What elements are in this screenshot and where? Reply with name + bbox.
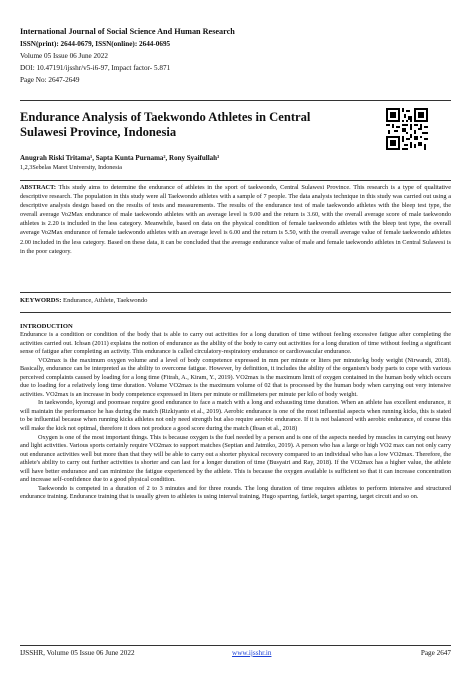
doi-line: DOI: 10.47191/ijsshr/v5-i6-97, Impact factor- 5.871 — [20, 64, 171, 72]
paragraph: In taekwondo, kyorugi and poomsae require good endurance to face a match with a long and exhausting time duration. When an athlete has excellent endurance, it will maintain the performance he has during the match (Rizkiyanto et al., 2019). Aerobic endurance is one of the most influential aspects when running kicks, this is stated to be influential because when running kicks athletes not only need strength but also require aerobic endurance. If it is not balanced with aerobic endurance, of course this will make the kick not optimal, therefore it does not produce a good score during the match (Ihsan et al., 2018) — [20, 399, 451, 433]
page-number: Page 2647 — [420, 649, 451, 657]
header-divider — [20, 100, 451, 101]
paragraph: Taekwondo is competed in a duration of 2 to 3 minutes and for three rounds. The long duration of time requires athletes to perform intensive and structured endurance training. Endurance training that is usually given to athletes is using interval training, Hugo sparring, fartlek, target sparring, target circuit and so on. — [20, 484, 451, 501]
author-names: Anugrah Riski Tritama¹, Sapta Kunta Purnama², Rony Syaifullah³ — [20, 154, 220, 162]
author-affiliation: 1,2,3Sebelas Maret University, Indonesia — [20, 164, 123, 171]
journal-header — [20, 26, 460, 86]
section-heading: INTRODUCTION — [20, 323, 73, 330]
qr-code-icon — [386, 108, 428, 150]
abstract-top-divider — [20, 180, 451, 181]
issn-line: ISSN(print): 2644-0679, ISSN(online): 2644-0695 — [20, 40, 171, 48]
paragraph: Oxygen is one of the most important things. This is because oxygen is the fuel needed by a person and is one of the aspects needed by muscles in carrying out heavy and light activities. Various sports certainly require VO2max to support matches (Septian and Jatmiko, 2019). A person who has a large or high VO2 max can not only carry out endurance activities well but more than that they will be able to carry out a shorter physical recovery compared to an individual who has a low VO2max. Therefore, the athlete's ability to carry out further activities is shorter and can last for a longer duration of time (Busyairi and Ray, 2018). If the VO2max has a higher value, the athlete will have better endurance and can minimize the fatigue experienced by the athlete. This is because the oxygen available is sufficient so that it can increase concentration and increase self-confidence due to a good physical condition. — [20, 433, 451, 484]
abstract-text: This study aims to determine the endurance of athletes in the sport of taekwondo, Central Sulawesi Province. This research is a type of qualitative descriptive research. The population in this study were all Taekwondo athletes with a sample of 7 people. The data analysis technique in this study was carried out using a descriptive analysis design based on the results of tests and measurements. The results of the endurance test of male taekwondo athletes with the bleep test type, the overall average Vo2Max endurance of male taekwondo athletes with an average level is 9.00 and the return is 3.60, with the overall average score of male taekwondo athletes is 2.20 is included in the less category. Meanwhile, based on data on the physical condition of female taekwondo athletes with the bleep test type, the overall average Vo2Max endurance of female taekwondo athletes with an average level is 6.00 and the return is 5.50, with the overall average value of female taekwondo athletes 2.00 included in the less category. Based on these data, it can be concluded that the average endurance value of male and female taekwondo athletes in Central Sulawesi is in the poor category. — [20, 184, 451, 255]
volume-line: Volume 05 Issue 06 June 2022 — [20, 52, 108, 60]
keywords-text: Endurance, Athlete, Taekwondo — [61, 297, 148, 304]
footer-divider — [20, 645, 451, 646]
page-range-line: Page No: 2647-2649 — [20, 76, 80, 84]
abstract — [20, 183, 451, 256]
paragraph: Endurance is a condition or condition of the body that is able to carry out activities for a long duration of time without feeling excessive fatigue after completing the activities carried out. Ichsan (2011) explains the notion of endurance as the ability of the body to carry out activities for a long duration of time without feeling a significant sense of fatigue after completing an activity. This endurance is called circulatory-respiratory endurance or cardiovascular endurance. — [20, 331, 451, 356]
introduction-section — [20, 322, 451, 502]
abstract-label: ABSTRACT: — [20, 184, 56, 191]
footer-citation: IJSSHR, Volume 05 Issue 06 June 2022 — [20, 649, 135, 657]
author-block — [20, 154, 440, 172]
paper-title: Endurance Analysis of Taekwondo Athletes in Central Sulawesi Province, Indonesia — [20, 110, 311, 139]
journal-name: International Journal of Social Science And Human Research — [20, 27, 235, 36]
abstract-bottom-divider — [20, 292, 451, 293]
keywords — [20, 296, 451, 305]
keywords-divider — [20, 312, 451, 313]
keywords-label: KEYWORDS: — [20, 297, 62, 304]
paragraph: VO2max is the maximum oxygen volume and a level of body competence expressed in mm per minute or liters per minute/kg body weight (Nirwandi, 2018). Basically, endurance can be interpreted as the ability to overcome fatigue. However, by definition, it includes the ability of the organism's body parts to cope with various perceived complaints caused by loading for a long time (Fitrah, A., Kiram, Y., 2019). VO2max is the maximum limit of oxygen contained in the human body which occurs due to loading for a relatively long time duration. Volume VO2max is the maximum volume of 02 that is processed by the human body when carrying out very intensive activities. VO2max is an increase in body competence expressed in liters per minute or millimeters per minute per kilo of body weight. — [20, 356, 451, 398]
journal-website-link[interactable]: www.ijsshr.in — [232, 649, 272, 657]
